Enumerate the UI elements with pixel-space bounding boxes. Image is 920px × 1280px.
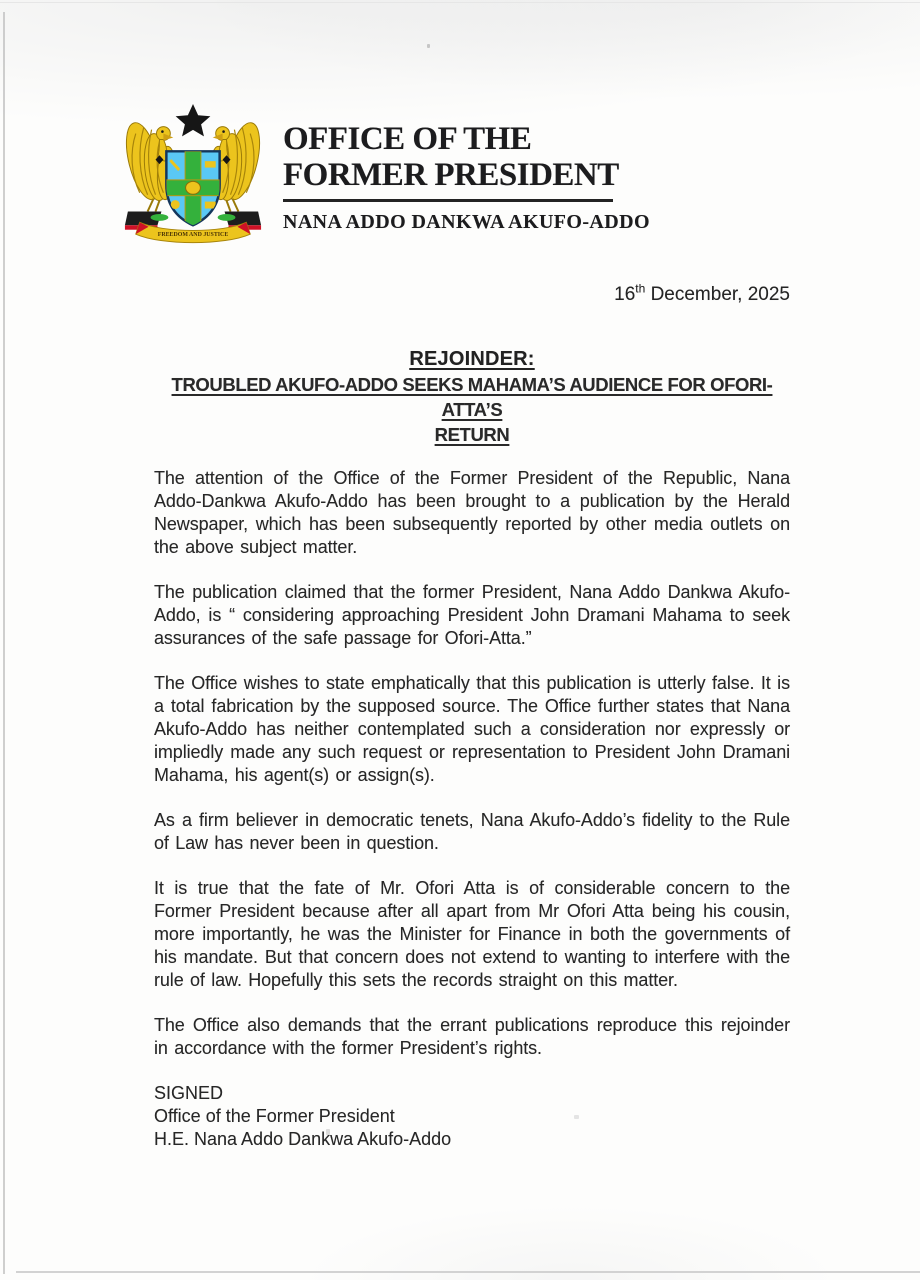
rejoinder-heading: REJOINDER: xyxy=(409,348,535,370)
scan-edge-left xyxy=(3,12,5,1274)
letter-body xyxy=(154,283,790,1151)
officeholder-name: NANA ADDO DANKWA AKUFO-ADDO xyxy=(283,211,650,233)
body-paragraph-1: The attention of the Office of the Former President of the Republic, Nana Addo-Dankwa Akufo-Addo has been brought to a publication by the Herald Newspaper, which has been subsequently reported by other media outlets on the above subject matter. xyxy=(154,468,790,557)
letter-date xyxy=(154,283,790,306)
body-paragraph-4: As a firm believer in democratic tenets, Nana Akufo-Addo’s fidelity to the Rule of Law has never been in question. xyxy=(154,810,790,853)
body-paragraph-5: It is true that the fate of Mr. Ofori Atta is of considerable concern to the Former President because after all apart from Mr Ofori Atta being his cousin, more importantly, he was the Minister for Finance in both the governments of his mandate. But that concern does not extend to wanting to interfere with the rule of law. Hopefully this sets the records straight on this matter. xyxy=(154,878,790,990)
signature-signed: SIGNED xyxy=(154,1083,224,1103)
title-subtitle-line1: TROUBLED AKUFO-ADDO SEEKS MAHAMA’S AUDIENCE FOR OFORI-ATTA’S xyxy=(171,374,773,420)
letterhead-divider xyxy=(283,199,613,202)
scan-speck xyxy=(427,44,430,48)
body-paragraph-2: The publication claimed that the former President, Nana Addo Dankwa Akufo-Addo, is “ considering approaching President John Dramani Mahama to seek assurances of the safe passage for Ofori-Atta.” xyxy=(154,582,790,648)
signature-name: H.E. Nana Addo Dankwa Akufo-Addo xyxy=(154,1129,452,1149)
paragraphs xyxy=(154,467,790,1060)
date-suffix: th xyxy=(635,281,646,296)
scan-edge-top xyxy=(0,2,920,3)
body-paragraph-6: The Office also demands that the errant publications reproduce this rejoinder in accordance with the former President’s rights. xyxy=(154,1015,790,1058)
signature-block xyxy=(154,1082,790,1151)
letterhead xyxy=(283,121,650,234)
office-name-line2: FORMER PRESIDENT xyxy=(283,157,619,193)
ghana-coat-of-arms-icon xyxy=(114,100,272,246)
letter-title xyxy=(154,347,790,447)
office-name-line1: OFFICE OF THE xyxy=(283,121,532,157)
black-star-icon xyxy=(176,104,211,136)
scan-edge-bottom xyxy=(16,1271,920,1273)
date-rest: December, 2025 xyxy=(645,284,790,305)
crest-motto: FREEDOM AND JUSTICE xyxy=(157,232,229,239)
body-paragraph-3: The Office wishes to state emphatically that this publication is utterly false. It is a total fabrication by the supposed source. The Office further states that Nana Akufo-Addo has neither contemplated such a consideration nor expressly or impliedly made any such request or representation to President John Dramani Mahama, his agent(s) or assign(s). xyxy=(154,673,790,785)
title-subtitle-line2: RETURN xyxy=(434,424,510,445)
signature-org: Office of the Former President xyxy=(154,1106,395,1126)
date-day: 16 xyxy=(614,284,636,305)
